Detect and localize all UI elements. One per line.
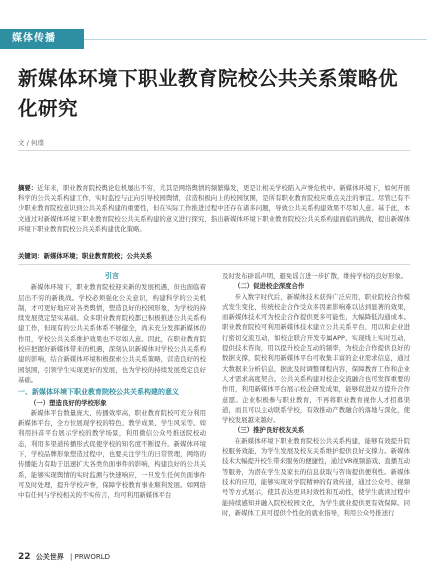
publication-name: 公关世界 (35, 553, 64, 561)
intro-heading: 引言 (105, 272, 119, 280)
left-column (18, 271, 206, 501)
keywords-label: 关键词： (18, 252, 44, 260)
abstract-label: 摘要： (18, 184, 38, 192)
abstract (18, 183, 410, 234)
page-number: 22 (18, 552, 31, 562)
author-divider (18, 150, 410, 151)
publication-english-name: PRWORLD (74, 553, 110, 561)
section-tag-rule (84, 39, 427, 40)
article-title: 新媒体环境下职业教育院校公共关系策略优化研究 (18, 67, 399, 120)
subsection-heading-1: （一）塑造良好的学校形象 (30, 398, 107, 407)
intro-paragraph: 新媒体环境下，职业教育院校迎来新的发展机遇，但也面临着层出不穷的新挑战。学校必须强化公关意识，构建科学的公关机制，才可更好地应对各类舆情，塑造良好的校园形象，为学校的持续发展奠定坚实基础。众多职业教育院校都已积极推进公共关系构建工作，但现有的公共关系体系不够健全，尚未充分发挥新媒体的作用，学校公共关系维护效果也不尽如人意。因此，在职业教育院校应把握好新媒体带来的机遇，深刻认识新媒体对学校公共关系构建的影响，结合新媒体环境积极探索公共关系策略，营造良好的校园氛围，引领学生实现更好的发展，也为学校的持续发展奠定良好基础。 (18, 283, 206, 384)
keywords-text: 新媒体环境；职业教育院校；公共关系 (43, 252, 153, 260)
section-tag: 媒体传播 (0, 29, 84, 49)
section-heading-1: 一、新媒体环境下职业教育院校公共关系构建的意义 (18, 388, 179, 397)
footer-divider: | (70, 553, 73, 561)
author-byline: 文 / 何璞 (18, 139, 44, 147)
keywords-divider (18, 264, 410, 265)
keywords (18, 251, 410, 260)
abstract-text: 近年来，职业教育院校舆论危机屡出不穷，尤其是网络舆情的频繁爆发，更是让相关学校陷入声誉危机中。新媒体环境下，如何开展科学的公共关系构建工作，实时监控与正向引导校园舆情，营造积极向上的校园氛围，是所有职业教育院校应重点关注的事宜。尽管已有不少职业教育院校意识到公共关系构建的重要性，但在实际工作推进过程中还存在诸多问题，导致公共关系构建效果不尽如人意。基于此，本文通过对新媒体环境下职业教育院校公共关系构建的意义进行探究，指出新媒体环境下职业教育院校公共关系构建面临的挑战，提出新媒体环境下职业教育院校公共关系构建优化策略。 (18, 184, 410, 233)
subsection-heading-3: （三）推护良好校友关系 (234, 426, 305, 435)
continued-paragraph: 及时发布辟谣声明，避免谣言进一步扩散，维持学校的良好形象。 (222, 272, 408, 280)
subsection-1-paragraph: 新媒体平台数量庞大、传播效率高，职业教育院校可充分利用新媒体平台，全方位展现学校的特色、教学成果、学生风采等。如利用抖音平台展示学校的教学场景，利用微信公众号推送院校动态，利用多渠道传播形式促使学校的知名度不断提升。新媒体环境下，学校品牌形象塑造过程中，也要关注学生的日常管理，网络的传播能力有助于迅速扩大各类负面事件的影响，构建良好的公共关系，能够实现舆情的实时监测与快速响应，一旦发生任何负面事件可及时处理，提升学校声誉，保障学校教育事业顺利发展。如网络中有任何与学校相关的不实传言，均可利用新媒体平台 (18, 408, 206, 500)
right-column (222, 271, 410, 518)
subsection-heading-2: （二）促进校企深度合作 (234, 282, 305, 291)
page-footer (18, 552, 110, 562)
subsection-2-paragraph: 步入数字时代后，新媒体技术获得广泛应用，职业院校合作模式发生变化，传统校企合作受众多因素影响难以达到显著的效果，而新媒体技术可为校企合作提供更多可能性，大幅降低沟通成本。职业教育院校可利用新媒体技术建立公共关系平台，用以和企业进行密切交流互动，如校企联合开发专属APP、实现线上实时互动，提供技术咨询，用以提升校企互动的频率，为校企合作提供良好的数据支撑，院校利用新媒体平台可收集丰富的企业需求信息，通过大数据来分析信息，据此及时调整课程内容，保障教育工作和企业人才需求高度契合。公共关系构建对校企交流融合也可发挥重要的作用，利用新媒体平台展示校企研发成果，能够促进双方提升合作意愿。企业积极参与职业教育，不再将职业教育视作人才招募渠道，而且可以主动联系学校，有效推动产教融合的落地与深化，使学校发展越来越好。 (222, 292, 410, 425)
subsection-3-paragraph: 在新媒体环境下职业教育院校公共关系构建，能够有效提升院校服务效能，为学生发展及校友关系维护提供良好支撑力。新媒体技术大幅提升校生带来服务的便捷性，通过VR视频游戏、直播互动等服务，为潜在学生及家长的信息获取与咨询提供便利性。新媒体技术的应用，能够实现对学院精神的有效传递，通过公众号、视频号等方式展示，使其表达更具时效性和互动性，使学生就读过程中能持续感知并融入院校校园文化，为学生就业提供更有效保障。同时，新媒体工具可提供个性化的就业指导，利用公众号推送行 (222, 436, 410, 517)
